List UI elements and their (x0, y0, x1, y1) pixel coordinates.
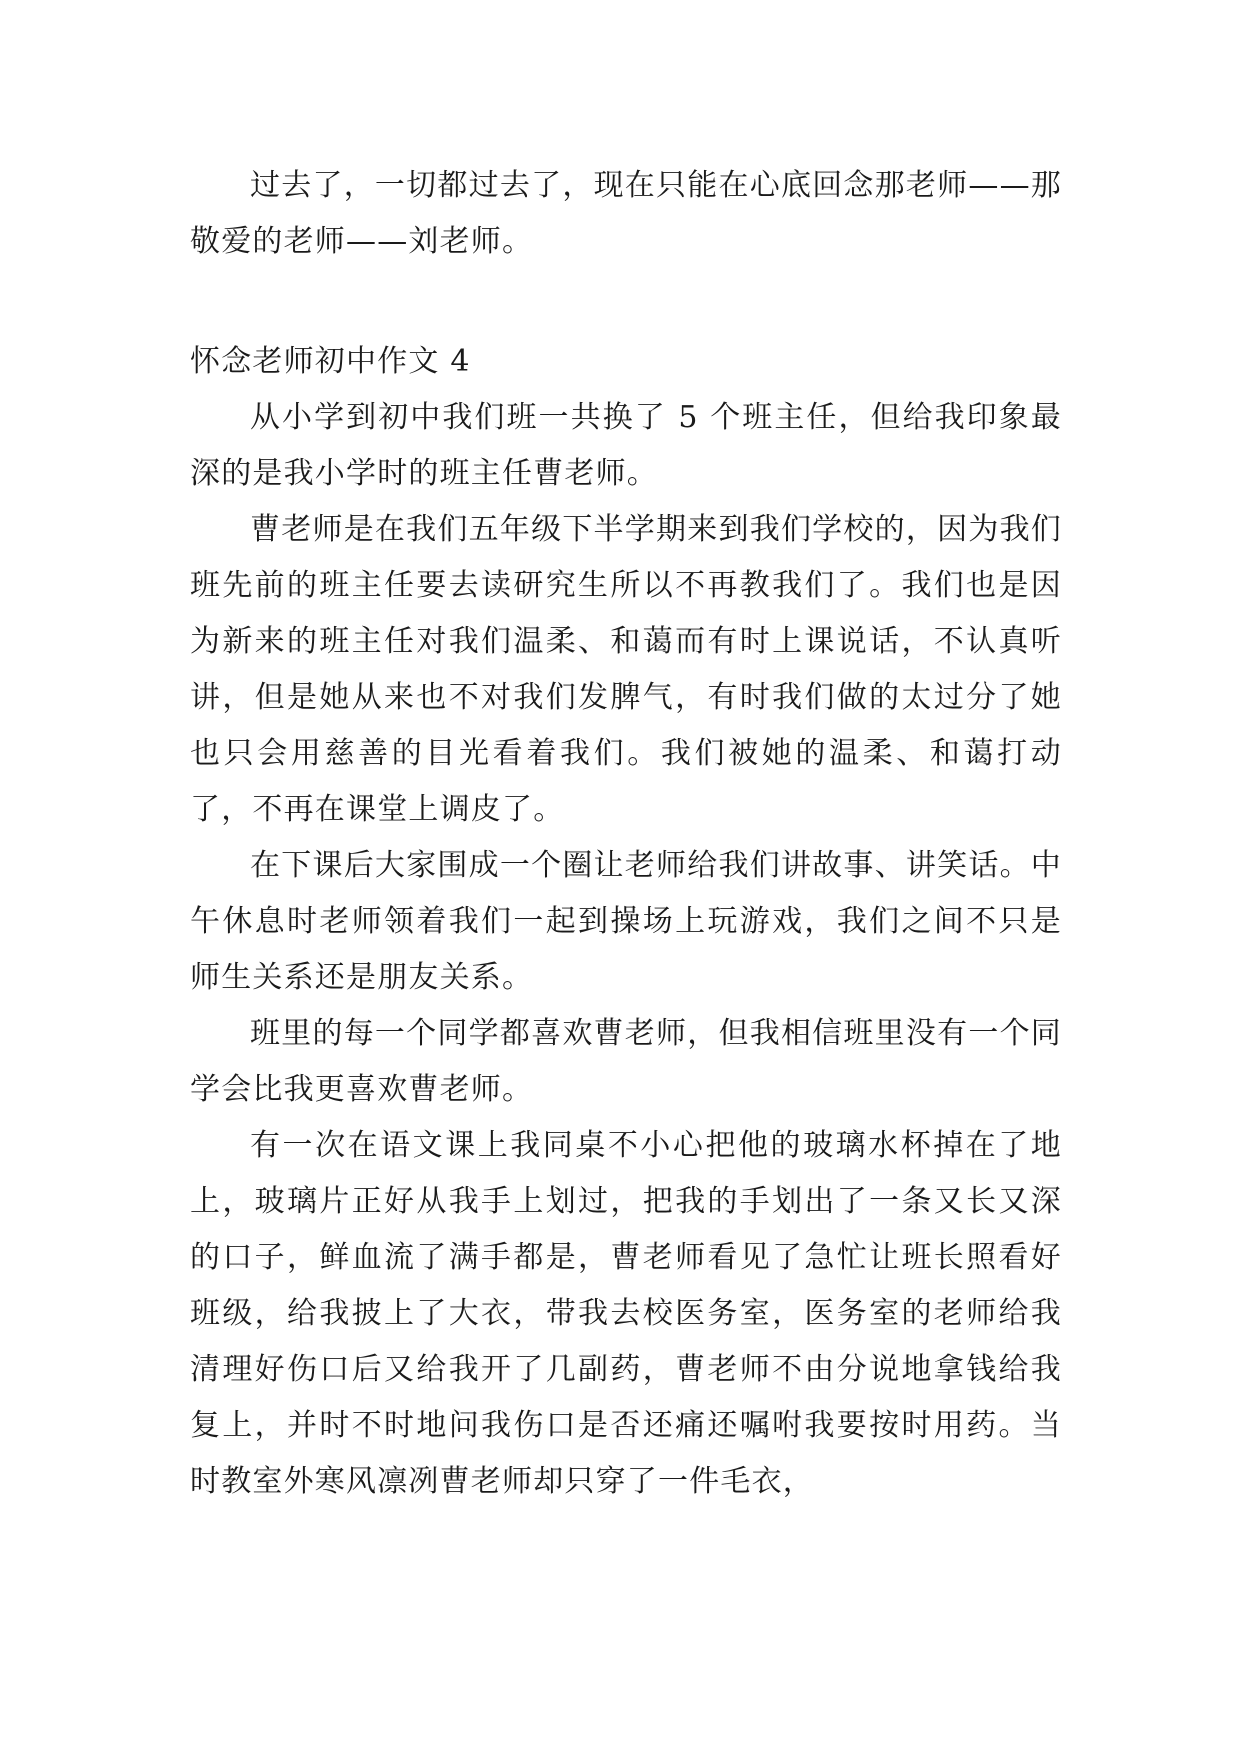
intro-paragraph: 过去了，一切都过去了，现在只能在心底回念那老师——那敬爱的老师——刘老师。 (190, 168, 1062, 259)
paragraph-1: 从小学到初中我们班一共换了 5 个班主任，但给我印象最深的是我小学时的班主任曹老师。 (190, 400, 1062, 491)
paragraph-2: 曹老师是在我们五年级下半学期来到我们学校的，因为我们班先前的班主任要去读研究生所以不再教我们了。我们也是因为新来的班主任对我们温柔、和蔼而有时上课说话，不认真听讲，但是她从来也不对我们发脾气，有时我们做的太过分了她也只会用慈善的目光看着我们。我们被她的温柔、和蔼打动了，不再在课堂上调皮了。 (190, 512, 1062, 827)
document-body (190, 158, 1062, 1510)
paragraph-5: 有一次在语文课上我同桌不小心把他的玻璃水杯掉在了地上，玻璃片正好从我手上划过，把我的手划出了一条又长又深的口子，鲜血流了满手都是，曹老师看见了急忙让班长照看好班级，给我披上了大衣，带我去校医务室，医务室的老师给我清理好伤口后又给我开了几副药，曹老师不由分说地拿钱给我复上，并时不时地问我伤口是否还痛还嘱咐我要按时用药。当时教室外寒风凛冽曹老师却只穿了一件毛衣， (190, 1128, 1062, 1499)
paragraph-3: 在下课后大家围成一个圈让老师给我们讲故事、讲笑话。中午休息时老师领着我们一起到操场上玩游戏，我们之间不只是师生关系还是朋友关系。 (190, 848, 1062, 995)
paragraph-4: 班里的每一个同学都喜欢曹老师，但我相信班里没有一个同学会比我更喜欢曹老师。 (190, 1016, 1062, 1107)
section-title: 怀念老师初中作文 4 (190, 344, 471, 379)
